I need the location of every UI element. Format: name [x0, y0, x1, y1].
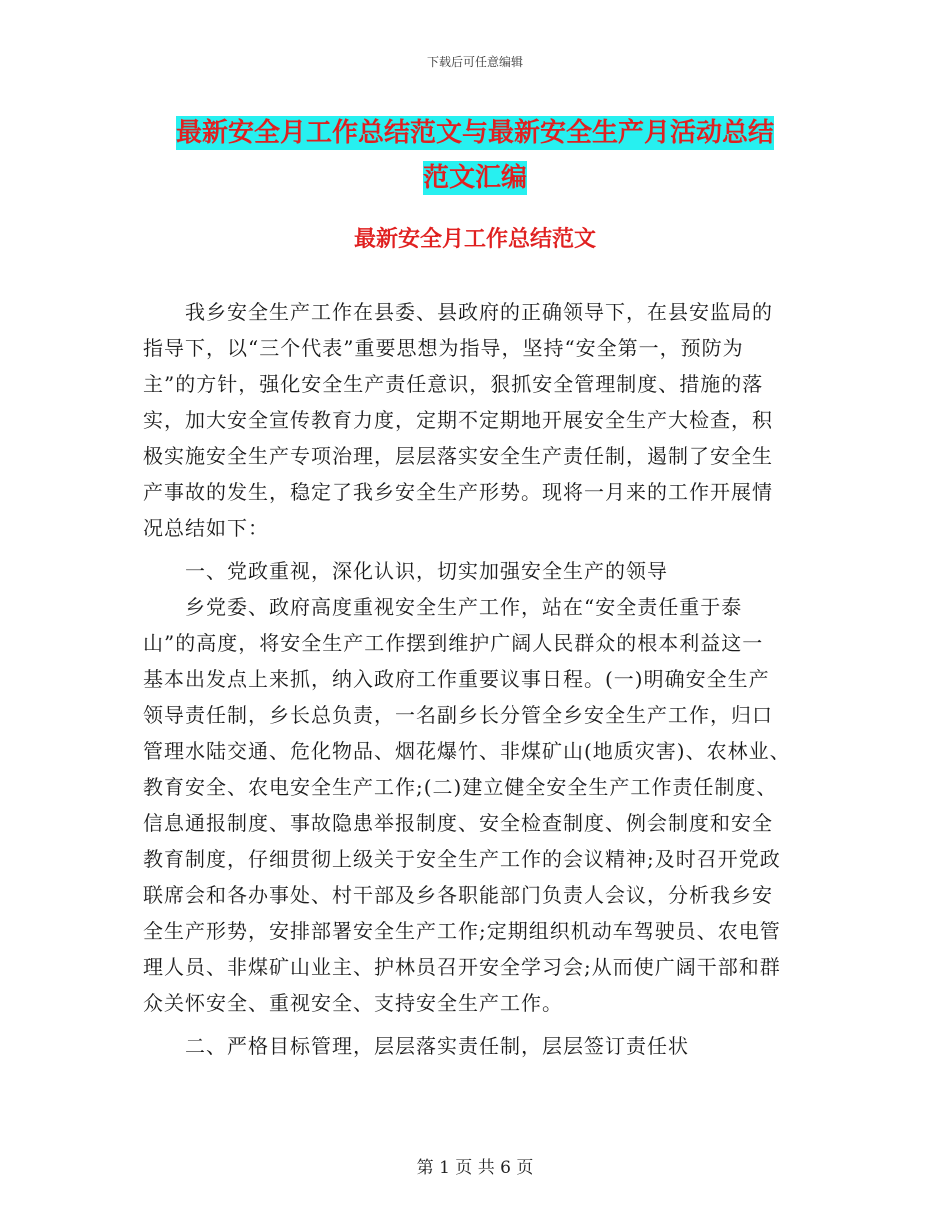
body-line: 全生产形势，安排部署安全生产工作;定期组织机动车驾驶员、农电管: [143, 919, 781, 943]
body-line: 我乡安全生产工作在县委、县政府的正确领导下，在县安监局的: [143, 300, 773, 324]
body-line: 实，加大安全宣传教育力度，定期不定期地开展安全生产大检查，积: [143, 408, 773, 432]
document-title-line-2: [0, 157, 950, 194]
document-title-line-1: [0, 112, 950, 149]
header-note: 下载后可任意编辑: [426, 55, 523, 69]
body-line: 基本出发点上来抓，纳入政府工作重要议事日程。(一)明确安全生产: [143, 667, 770, 691]
body-line: 况总结如下：: [143, 516, 269, 540]
body-line: 乡党委、政府高度重视安全生产工作，站在“安全责任重于泰: [143, 595, 743, 619]
body-line: 主”的方针，强化安全生产责任意识，狠抓安全管理制度、措施的落: [143, 372, 764, 396]
body-line: 二、严格目标管理，层层落实责任制，层层签订责任状: [143, 1034, 689, 1058]
body-line: 管理水陆交通、危化物品、烟花爆竹、非煤矿山(地质灾害)、农林业、: [143, 739, 791, 763]
title-highlight: 最新安全月工作总结范文与最新安全生产月活动总结: [175, 118, 774, 148]
title-highlight: 范文汇编: [422, 163, 527, 193]
body-line: 信息通报制度、事故隐患举报制度、安全检查制度、例会制度和安全: [143, 811, 773, 835]
body-line: 联席会和各办事处、村干部及乡各职能部门负责人会议，分析我乡安: [143, 883, 773, 907]
body-line: 山”的高度，将安全生产工作摆到维护广阔人民群众的根本利益这一: [143, 631, 764, 655]
body-line: 指导下，以“三个代表”重要思想为指导，坚持“安全第一，预防为: [143, 336, 744, 360]
body-line: 一、党政重视，深化认识，切实加强安全生产的领导: [143, 559, 668, 583]
section-title: 最新安全月工作总结范文: [353, 227, 596, 252]
page-footer: 第 1 页 共 6 页: [416, 1158, 534, 1178]
body-line: 产事故的发生，稳定了我乡安全生产形势。现将一月来的工作开展情: [143, 480, 773, 504]
body-line: 领导责任制，乡长总负责，一名副乡长分管全乡安全生产工作，归口: [143, 703, 773, 727]
body-line: 极实施安全生产专项治理，层层落实安全生产责任制，遏制了安全生: [143, 444, 773, 468]
body-line: 教育安全、农电安全生产工作;(二)建立健全安全生产工作责任制度、: [143, 775, 778, 799]
body-line: 理人员、非煤矿山业主、护林员召开安全学习会;从而使广阔干部和群: [143, 955, 781, 979]
body-line: 教育制度，仔细贯彻上级关于安全生产工作的会议精神;及时召开党政: [143, 847, 781, 871]
body-line: 众关怀安全、重视安全、支持安全生产工作。: [143, 991, 563, 1015]
